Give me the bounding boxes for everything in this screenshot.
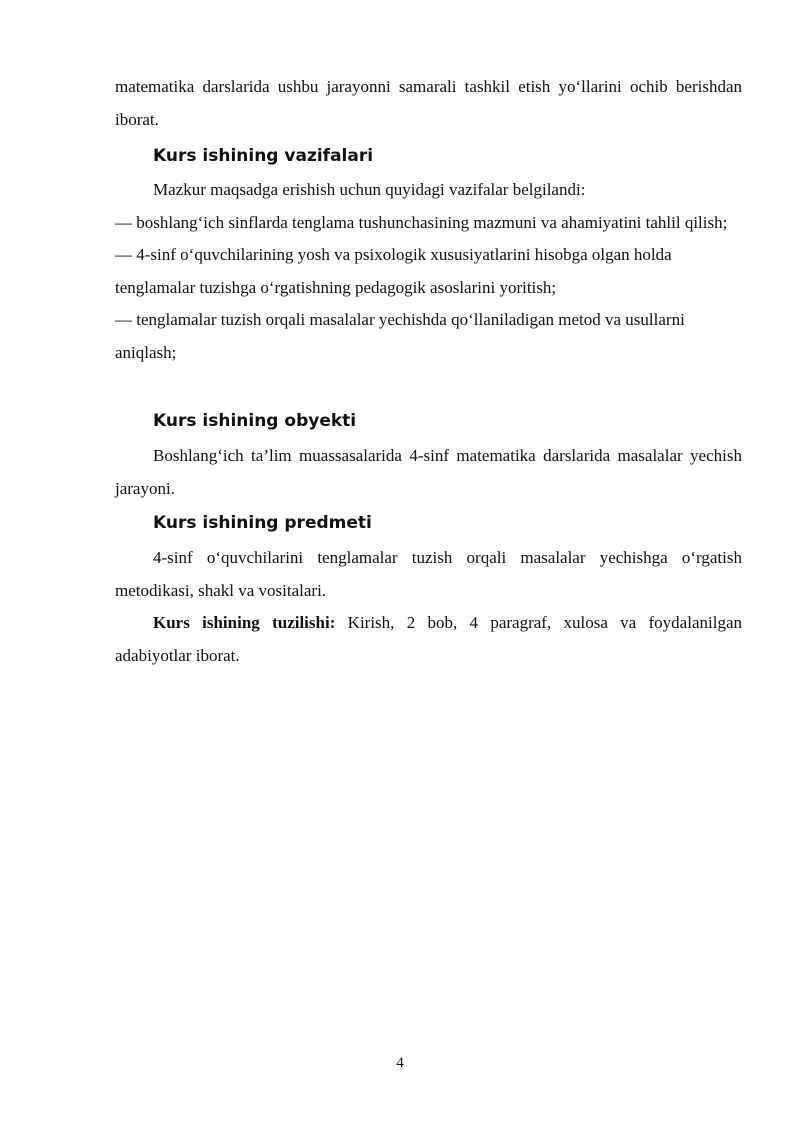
object-text: Boshlang‘ich ta’lim muassasalarida 4-sinf matematika darslarida masalalar yechish jarayoni. xyxy=(115,446,742,498)
structure-paragraph xyxy=(115,607,742,672)
subject-text: 4-sinf o‘quvchilarini tenglamalar tuzish orqali masalalar yechishga o‘rgatish metodikasi, shakl va vositalari. xyxy=(115,548,742,600)
structure-text: Kirish, 2 bob, 4 paragraf, xulosa va foydalanilgan adabiyotlar iborat. xyxy=(115,613,742,665)
structure-label: Kurs ishining tuzilishi: xyxy=(153,613,336,632)
page-number: 4 xyxy=(396,1055,404,1071)
task-item-3: — tenglamalar tuzish orqali masalalar yechishda qo‘llaniladigan metod va usullarni aniqlash; xyxy=(115,310,685,362)
task-item-1: — boshlang‘ich sinflarda tenglama tushunchasining mazmuni va ahamiyatini tahlil qilish; xyxy=(115,212,728,232)
tasks-lead: Mazkur maqsadga erishish uchun quyidagi vazifalar belgilandi: xyxy=(153,180,586,199)
subject-block xyxy=(115,542,742,672)
task-item-2: — 4-sinf o‘quvchilarining yosh va psixologik xususiyatlarini hisobga olgan holda tenglamalar tuzishga o‘rgatishning pedagogik asoslarini yoritish; xyxy=(115,245,672,297)
heading-subject: Kurs ishining predmeti xyxy=(153,513,372,533)
object-block xyxy=(115,440,742,505)
heading-object: Kurs ishining obyekti xyxy=(153,411,357,431)
tasks-block xyxy=(115,174,742,369)
intro-block xyxy=(115,71,742,136)
heading-tasks: Kurs ishining vazifalari xyxy=(153,146,374,166)
intro-paragraph: matematika darslarida ushbu jarayonni samarali tashkil etish yo‘llarini ochib berishdan iborat. xyxy=(115,77,742,129)
